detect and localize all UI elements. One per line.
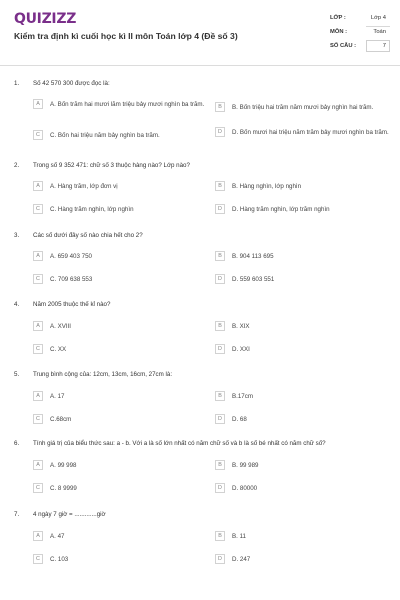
- option-text: D. 80000: [232, 485, 258, 492]
- quizizz-logo: QUIZIZZ: [14, 11, 77, 27]
- option-letter-badge: D: [215, 274, 225, 284]
- worksheet-header: [0, 0, 400, 70]
- option-text: D. 68: [232, 416, 247, 423]
- option-text: B. 904 113 695: [232, 253, 274, 260]
- meta-line: [366, 26, 390, 27]
- question-text: Số 42 570 300 được đọc là:: [33, 80, 110, 87]
- option-letter-badge: B: [215, 531, 225, 541]
- option-letter-badge: A: [33, 181, 43, 191]
- option-letter-badge: C: [33, 204, 43, 214]
- option-text: B. XIX: [232, 323, 250, 330]
- option-letter-badge: D: [215, 483, 225, 493]
- meta-value-count: 7: [382, 43, 386, 49]
- option-text: A. 17: [50, 393, 65, 400]
- option-text: D. XXI: [232, 346, 250, 353]
- option-text: D. 247: [232, 556, 251, 563]
- worksheet-title: Kiểm tra định kì cuối học kì II môn Toán lớp 4 (Đề số 3): [14, 31, 238, 41]
- question-number: 1.: [14, 80, 20, 87]
- option-text: A. 99 998: [50, 462, 77, 469]
- meta-row-count: [330, 42, 390, 56]
- option-letter-badge: D: [215, 344, 225, 354]
- option-letter-badge: C: [33, 483, 43, 493]
- option-text: C. 103: [50, 556, 69, 563]
- option-text: A. 47: [50, 533, 65, 540]
- option-text: B.17cm: [232, 393, 253, 400]
- option-text: A. 659 403 750: [50, 253, 92, 260]
- question-number: 2.: [14, 162, 20, 169]
- question-number: 6.: [14, 440, 20, 447]
- option-letter-badge: A: [33, 99, 43, 109]
- option-text: C. Bốn hai triệu năm bảy nghìn ba trăm.: [50, 132, 160, 139]
- question-number: 3.: [14, 232, 20, 239]
- meta-box: [366, 40, 390, 52]
- option-letter-badge: A: [33, 391, 43, 401]
- option-text: B. Bốn triệu hai trăm năm mươi bảy nghìn hai trăm.: [232, 104, 374, 111]
- option-letter-badge: B: [215, 391, 225, 401]
- option-text: A. Bốn trăm hai mươi lăm triệu bảy mươi nghìn ba trăm.: [50, 101, 205, 108]
- option-letter-badge: B: [215, 102, 225, 112]
- option-text: B. 11: [232, 533, 246, 540]
- meta-info: [330, 14, 390, 56]
- option-letter-badge: B: [215, 251, 225, 261]
- question-number: 4.: [14, 301, 20, 308]
- option-text: C. 8 9999: [50, 485, 77, 492]
- question-number: 5.: [14, 371, 20, 378]
- option-text: A. Hàng trăm, lớp đơn vị: [50, 183, 118, 190]
- meta-label-count: SỐ CÂU :: [330, 43, 357, 49]
- option-letter-badge: C: [33, 274, 43, 284]
- option-text: D. Bốn mươi hai triệu năm trăm bảy mươi nghìn ba trăm.: [232, 129, 389, 136]
- option-letter-badge: D: [215, 554, 225, 564]
- meta-label-subject: MÔN :: [330, 29, 348, 35]
- option-text: C. Hàng trăm nghìn, lớp nghìn: [50, 206, 134, 213]
- option-text: B. 99 989: [232, 462, 259, 469]
- question-text: Tính giá trị của biểu thức sau: a - b. Với a là số lớn nhất có năm chữ số và b là số bé nhất có năm chữ số?: [33, 440, 326, 447]
- header-divider: [0, 65, 400, 66]
- option-letter-badge: A: [33, 321, 43, 331]
- option-letter-badge: B: [215, 181, 225, 191]
- option-text: B. Hàng nghìn, lớp nghìn: [232, 183, 302, 190]
- option-letter-badge: A: [33, 251, 43, 261]
- option-text: C.68cm: [50, 416, 72, 423]
- option-letter-badge: B: [215, 460, 225, 470]
- question-text: Các số dưới đây số nào chia hết cho 2?: [33, 232, 143, 239]
- meta-label-class: LỚP :: [330, 15, 346, 21]
- meta-value-class: Lớp 4: [370, 15, 386, 21]
- option-letter-badge: D: [215, 414, 225, 424]
- question-text: Năm 2005 thuộc thế kỉ nào?: [33, 301, 111, 308]
- question-text: Trong số 9 352 471: chữ số 3 thuộc hàng nào? Lớp nào?: [33, 162, 190, 169]
- option-letter-badge: C: [33, 344, 43, 354]
- option-text: A. XVIII: [50, 323, 71, 330]
- option-letter-badge: D: [215, 127, 225, 137]
- option-letter-badge: C: [33, 130, 43, 140]
- option-text: D. Hàng trăm nghìn, lớp trăm nghìn: [232, 206, 330, 213]
- option-letter-badge: A: [33, 531, 43, 541]
- option-text: C. XX: [50, 346, 67, 353]
- option-letter-badge: B: [215, 321, 225, 331]
- option-letter-badge: A: [33, 460, 43, 470]
- question-number: 7.: [14, 511, 20, 518]
- meta-row-class: [330, 14, 390, 28]
- question-text: 4 ngày 7 giờ = .............giờ: [33, 511, 106, 518]
- option-letter-badge: C: [33, 554, 43, 564]
- question-text: Trung bình cộng của: 12cm, 13cm, 16cm, 27cm là:: [33, 371, 173, 378]
- option-text: C. 709 638 553: [50, 276, 93, 283]
- option-letter-badge: C: [33, 414, 43, 424]
- option-text: D. 559 603 551: [232, 276, 275, 283]
- meta-value-subject: Toán: [373, 29, 386, 35]
- option-letter-badge: D: [215, 204, 225, 214]
